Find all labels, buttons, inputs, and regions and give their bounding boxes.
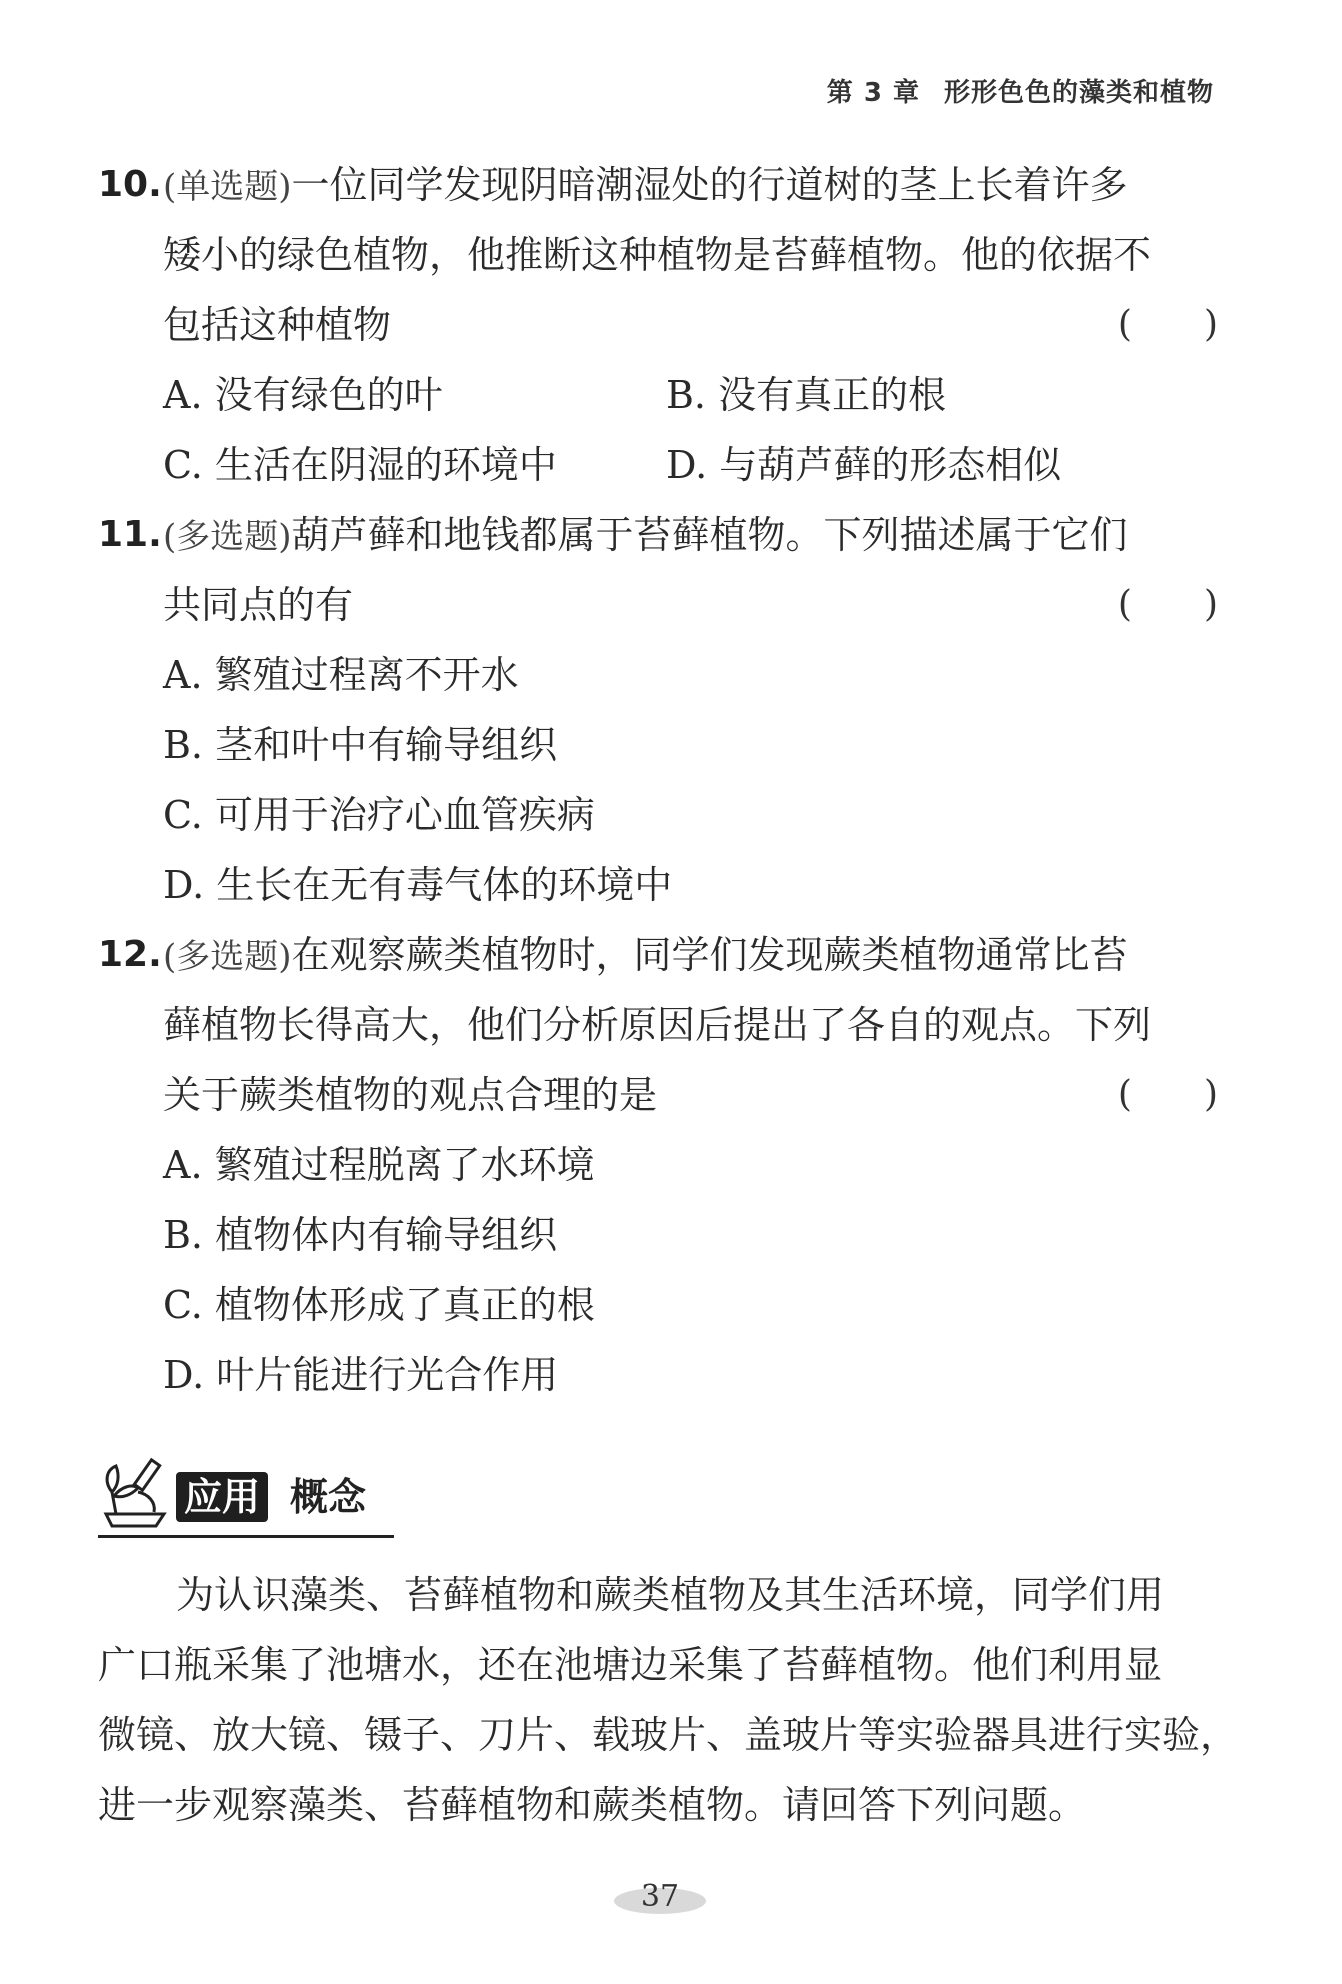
paragraph-line: 微镜、放大镜、镊子、刀片、载玻片、盖玻片等实验器具进行实验， (98, 1713, 1239, 1757)
question-type: (多选题) (163, 937, 292, 977)
paragraph-line: 进一步观察藻类、苔藓植物和蕨类植物。请回答下列问题。 (98, 1783, 1087, 1827)
question-line (98, 220, 1218, 290)
option-d[interactable] (666, 430, 1061, 500)
option-a[interactable] (98, 640, 1218, 710)
intro-paragraph (98, 1560, 1239, 1840)
option-row (98, 430, 1218, 500)
option-text: 生活在阴湿的环境中 (214, 443, 557, 487)
option-text: 茎和叶中有输导组织 (215, 723, 558, 767)
questions-block (98, 150, 1218, 1410)
question-type: (多选题) (163, 517, 292, 557)
chapter-label: 第 3 章 (826, 78, 920, 108)
option-label: C. (163, 793, 203, 837)
option-text: 植物体内有输导组织 (215, 1213, 558, 1257)
question-line (98, 920, 1218, 990)
option-text: 繁殖过程脱离了水环境 (214, 1143, 595, 1187)
option-text: 没有真正的根 (718, 373, 947, 417)
question-text: 葫芦藓和地钱都属于苔藓植物。下列描述属于它们 (291, 513, 1128, 557)
question-line (98, 150, 1218, 220)
question-type: (单选题) (163, 167, 292, 207)
question-number: 11. (98, 514, 162, 555)
paragraph-line: 为认识藻类、苔藓植物和蕨类植物及其生活环境，同学们用 (176, 1573, 1165, 1617)
question-text: 关于蕨类植物的观点合理的是 (163, 1073, 658, 1117)
question-line (98, 990, 1218, 1060)
option-c[interactable] (98, 1270, 1218, 1340)
option-a[interactable] (98, 1130, 1218, 1200)
chapter-title: 形形色色的藻类和植物 (943, 78, 1214, 108)
question-11 (98, 500, 1218, 920)
option-text: 叶片能进行光合作用 (216, 1353, 559, 1397)
question-12 (98, 920, 1218, 1410)
question-text: 共同点的有 (163, 583, 354, 627)
answer-bracket[interactable]: ( ) (1117, 304, 1218, 345)
question-text: 在观察蕨类植物时，同学们发现蕨类植物通常比苔 (291, 933, 1128, 977)
option-b[interactable] (666, 360, 946, 430)
question-line (98, 1060, 1218, 1130)
option-label: A. (163, 653, 203, 697)
option-b[interactable] (98, 710, 1218, 780)
section-title-rest: 概念 (290, 1475, 367, 1519)
option-text: 没有绿色的叶 (214, 373, 443, 417)
option-c[interactable] (163, 443, 557, 487)
option-c[interactable] (98, 780, 1218, 850)
option-label: A. (163, 373, 203, 417)
question-line (98, 570, 1218, 640)
option-text: 可用于治疗心血管疾病 (214, 793, 595, 837)
paragraph-line: 广口瓶采集了池塘水，还在池塘边采集了苔藓植物。他们利用显 (98, 1643, 1163, 1687)
option-text: 植物体形成了真正的根 (214, 1283, 595, 1327)
option-label: B. (163, 1213, 204, 1257)
option-text: 生长在无有毒气体的环境中 (216, 863, 673, 907)
option-label: D. (666, 443, 708, 487)
running-header (827, 72, 1214, 109)
section-highlight: 应用 (176, 1472, 268, 1522)
question-10 (98, 150, 1218, 500)
option-label: B. (666, 373, 707, 417)
option-label: C. (163, 443, 203, 487)
question-text: 矮小的绿色植物，他推断这种植物是苔藓植物。他的依据不 (163, 233, 1152, 277)
option-b[interactable] (98, 1200, 1218, 1270)
question-text: 包括这种植物 (163, 303, 392, 347)
option-label: D. (163, 1353, 205, 1397)
option-label: B. (163, 723, 204, 767)
question-line (98, 290, 1218, 360)
page-number-text: 37 (640, 1879, 680, 1914)
section-underline (98, 1535, 394, 1538)
section-heading (98, 1438, 394, 1538)
question-line (98, 500, 1218, 570)
question-number: 12. (98, 934, 162, 975)
option-row (98, 360, 1218, 430)
option-label: C. (163, 1283, 203, 1327)
option-text: 繁殖过程离不开水 (214, 653, 519, 697)
question-number: 10. (98, 164, 162, 205)
option-a[interactable] (163, 373, 443, 417)
option-text: 与葫芦藓的形态相似 (719, 443, 1062, 487)
option-d[interactable] (98, 1340, 1218, 1410)
option-label: D. (163, 863, 205, 907)
answer-bracket[interactable]: ( ) (1117, 1074, 1218, 1115)
question-text: 藓植物长得高大，他们分析原因后提出了各自的观点。下列 (163, 1003, 1152, 1047)
option-label: A. (163, 1143, 203, 1187)
page-number (600, 1874, 720, 1920)
microscope-plant-icon (98, 1452, 174, 1532)
answer-bracket[interactable]: ( ) (1117, 584, 1218, 625)
option-d[interactable] (98, 850, 1218, 920)
question-text: 一位同学发现阴暗潮湿处的行道树的茎上长着许多 (291, 163, 1128, 207)
